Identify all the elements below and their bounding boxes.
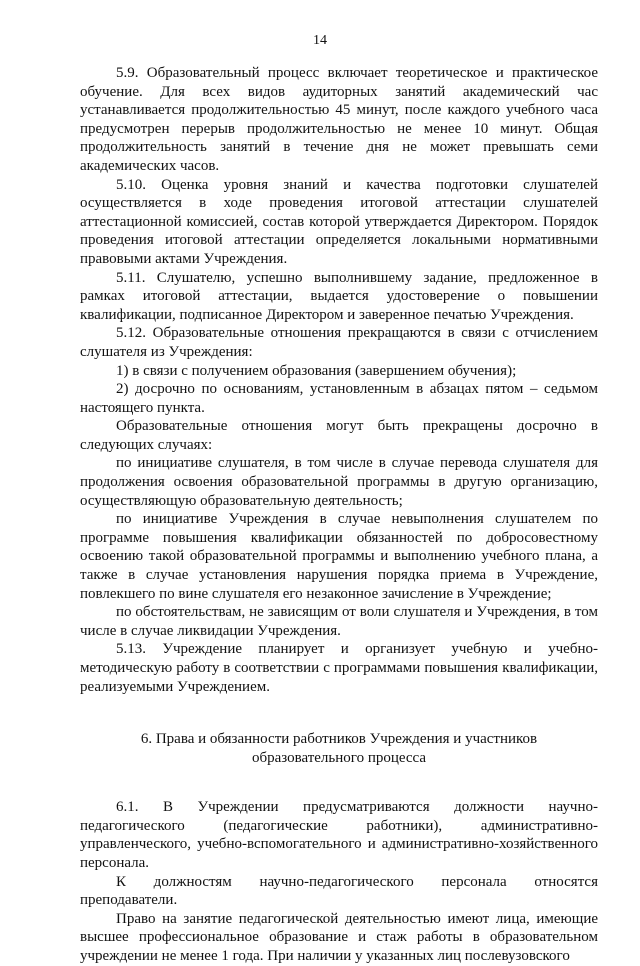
section-heading-line-2: образовательного процесса — [251, 750, 427, 767]
paragraph-5-11: 5.11. Слушателю, успешно выполнившему задание, предложенное в рамках итоговой аттестации, выдается удостоверение о повышении квалификации, подписанное Директором и заверенное печатью Учреждения. — [80, 269, 598, 323]
paragraph-5-9: 5.9. Образовательный процесс включает теоретическое и практическое обучение. Для всех видов аудиторных занятий академический час устанавливается продолжительностью 45 минут, после каждого учебного часа предусмотрен перерыв продолжительностью не менее 10 минут. Общая продолжительность занятий в течение дня не может превышать семи академических часов. — [80, 65, 598, 174]
section-heading-line-1: 6. Права и обязанности работников Учреждения и участников — [140, 731, 538, 748]
paragraph-5-13: 5.13. Учреждение планирует и организует учебную и учебно-методическую работу в соответствии с программами повышения квалификации, реализуемыми Учреждением. — [80, 641, 598, 695]
page-number: 14 — [313, 33, 327, 48]
case-institution-initiative: по инициативе Учреждения в случае невыполнения слушателем по программе повышения квалификации обязанностей по добросовестному освоению такой образовательной программы и выполнению учебного плана, а также в случае установления нарушения порядка приема в Учреждение, повлекшего по вине слушателя его незаконное зачисление в Учреждение; — [80, 511, 598, 602]
paragraph-teaching-right: Право на занятие педагогической деятельностью имеют лица, имеющие высшее профессиональное образование и стаж работы в образовательном учреждении не менее 1 года. При наличии у указанных лиц послевузовского — [80, 910, 598, 964]
case-circumstances: по обстоятельствам, не зависящим от воли слушателя и Учреждения, в том числе в случае ликвидации Учреждения. — [80, 604, 598, 639]
paragraph-5-10: 5.10. Оценка уровня знаний и качества подготовки слушателей осуществляется в ходе проведения итоговой аттестации слушателей аттестационной комиссией, состав которой утверждается Директором. Порядок проведения итоговой аттестации определяется локальными нормативными правовыми актами Учреждения. — [80, 176, 598, 267]
paragraph-6-1: 6.1. В Учреждении предусматриваются должности научно-педагогического (педагогические работники), административно-управленческого, учебно-вспомогательного и административно-хозяйственного персонала. — [80, 799, 598, 871]
section-heading — [80, 730, 598, 768]
paragraph-teaching-staff: К должностям научно-педагогического персонала относятся преподаватели. — [80, 873, 598, 909]
list-item-1: 1) в связи с получением образования (завершением обучения); — [116, 362, 517, 379]
paragraph-early-termination: Образовательные отношения могут быть прекращены досрочно в следующих случаях: — [80, 418, 598, 453]
paragraph-5-12: 5.12. Образовательные отношения прекращаются в связи с отчислением слушателя из Учреждения: — [80, 325, 598, 360]
document-body — [80, 64, 598, 966]
list-item-2: 2) досрочно по основаниям, установленным в абзацах пятом – седьмом настоящего пункта. — [80, 381, 598, 416]
case-student-initiative: по инициативе слушателя, в том числе в случае перевода слушателя для продолжения освоения образовательной программы в другую организацию, осуществляющую образовательную деятельность; — [80, 455, 598, 509]
